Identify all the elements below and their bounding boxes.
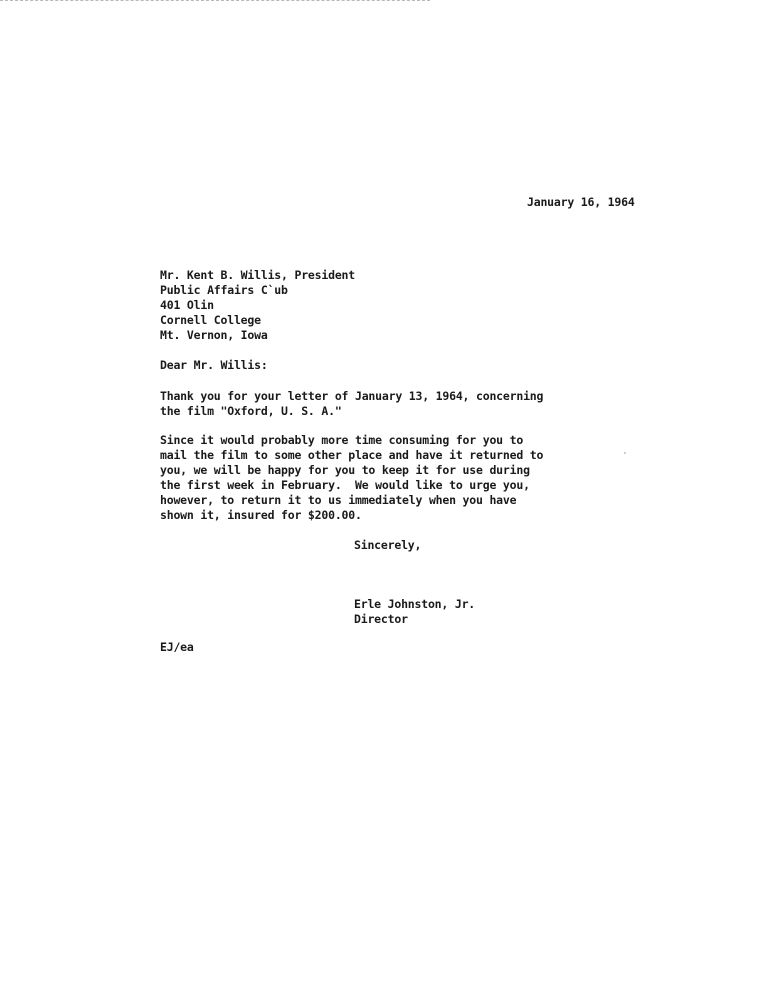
typist-initials: EJ/ea: [160, 640, 194, 654]
paragraph-2-line: you, we will be happy for you to keep it for use during: [160, 463, 530, 477]
recipient-name-line: Mr. Kent B. Willis, President: [160, 268, 355, 282]
recipient-city: Mt. Vernon, Iowa: [160, 328, 268, 342]
letter-date: January 16, 1964: [527, 195, 635, 209]
signer-title: Director: [354, 612, 408, 626]
paragraph-2-line: shown it, insured for $200.00.: [160, 508, 362, 522]
page-top-edge: [0, 0, 430, 1]
paragraph-2: [160, 433, 543, 523]
recipient-address: [160, 268, 355, 343]
scan-speck: [624, 452, 626, 454]
paragraph-1-line: the film "Oxford, U. S. A.": [160, 404, 342, 418]
recipient-college: Cornell College: [160, 313, 261, 327]
paragraph-2-line: however, to return it to us immediately when you have: [160, 493, 517, 507]
paragraph-2-line: mail the film to some other place and have it returned to: [160, 448, 544, 462]
signer-name: Erle Johnston, Jr.: [354, 597, 476, 611]
paragraph-1: [160, 389, 543, 419]
recipient-organization: Public Affairs C`ub: [160, 283, 288, 297]
paragraph-2-line: Since it would probably more time consuming for you to: [160, 433, 524, 447]
closing: Sincerely,: [354, 538, 422, 552]
recipient-room: 401 Olin: [160, 298, 214, 312]
signature-block: [354, 597, 475, 627]
paragraph-2-line: the first week in February. We would like to urge you,: [160, 478, 530, 492]
paragraph-1-line: Thank you for your letter of January 13, 1964, concerning: [160, 389, 544, 403]
salutation: Dear Mr. Willis:: [160, 358, 268, 372]
